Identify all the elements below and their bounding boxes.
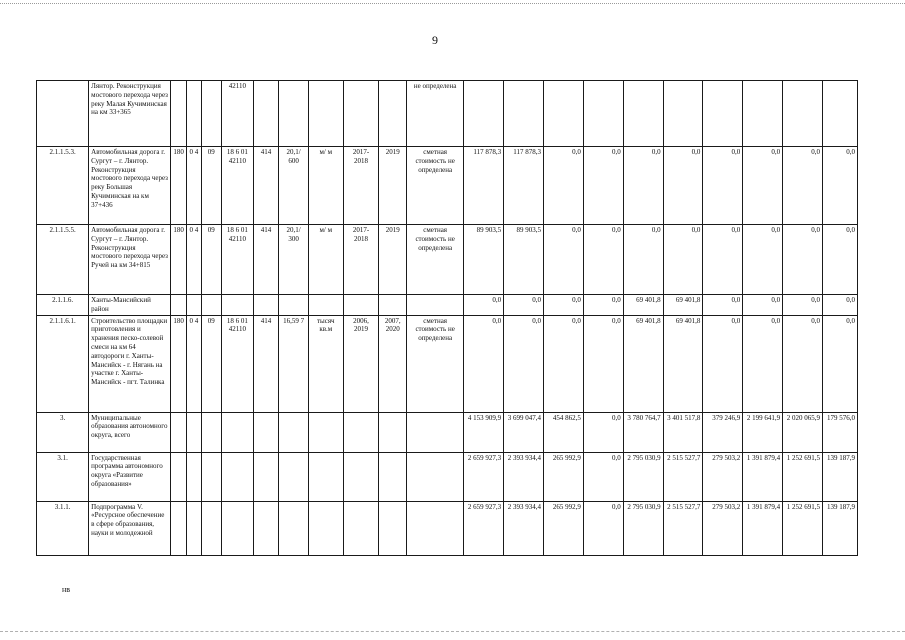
commissioning-year-cell: 2007, 2020 bbox=[379, 315, 407, 412]
unit-cell: м/ м bbox=[308, 147, 343, 225]
table-row bbox=[37, 501, 858, 555]
grbs-code-cell: 180 bbox=[170, 225, 186, 295]
unit-cell: тысяч кв.м bbox=[308, 315, 343, 412]
investment-table bbox=[36, 80, 858, 556]
section-code-cell: 0 4 bbox=[187, 225, 201, 295]
object-name-cell: Строительство площадки приготовления и хранения песко-солевой смеси на км 64 автодороги г. Ханты-Мансийск - г. Нягань на участке г. Ханты-Мансийск - пгт. Талинка bbox=[89, 315, 171, 412]
value-cell: 0,0 bbox=[583, 295, 623, 316]
scan-edge-bottom bbox=[0, 631, 905, 635]
value-cell: 0,0 bbox=[504, 295, 544, 316]
value-cell: 0,0 bbox=[583, 501, 623, 555]
value-cell: 2 515 527,7 bbox=[663, 501, 703, 555]
section-code-cell bbox=[187, 295, 201, 316]
value-cell: 2 020 065,9 bbox=[783, 412, 823, 452]
commissioning-year-cell: 2019 bbox=[379, 225, 407, 295]
table-row bbox=[37, 452, 858, 501]
estimated-cost-cell bbox=[407, 501, 464, 555]
value-cell: 2 393 934,4 bbox=[504, 501, 544, 555]
table-body bbox=[37, 81, 858, 556]
value-cell bbox=[464, 81, 504, 147]
capacity-cell bbox=[279, 501, 309, 555]
value-cell: 0,0 bbox=[783, 225, 823, 295]
value-cell: 0,0 bbox=[464, 315, 504, 412]
value-cell: 2 515 527,7 bbox=[663, 452, 703, 501]
target-article-cell bbox=[222, 452, 254, 501]
estimated-cost-cell bbox=[407, 295, 464, 316]
value-cell: 89 903,5 bbox=[464, 225, 504, 295]
table-row bbox=[37, 81, 858, 147]
unit-cell bbox=[308, 412, 343, 452]
subsection-code-cell bbox=[201, 501, 221, 555]
commissioning-year-cell bbox=[379, 452, 407, 501]
subsection-code-cell: 09 bbox=[201, 225, 221, 295]
value-cell: 2 199 641,9 bbox=[743, 412, 783, 452]
subsection-code-cell bbox=[201, 81, 221, 147]
unit-cell: м/ м bbox=[308, 225, 343, 295]
expense-type-cell bbox=[253, 452, 279, 501]
value-cell bbox=[703, 81, 743, 147]
value-cell: 1 391 879,4 bbox=[743, 501, 783, 555]
value-cell: 0,0 bbox=[823, 225, 858, 295]
value-cell: 0,0 bbox=[543, 225, 583, 295]
construction-period-cell bbox=[343, 295, 379, 316]
value-cell: 0,0 bbox=[823, 147, 858, 225]
row-number-cell: 2.1.1.6. bbox=[37, 295, 89, 316]
value-cell: 0,0 bbox=[504, 315, 544, 412]
value-cell: 0,0 bbox=[583, 315, 623, 412]
value-cell: 0,0 bbox=[743, 225, 783, 295]
value-cell: 0,0 bbox=[743, 315, 783, 412]
section-code-cell: 0 4 bbox=[187, 147, 201, 225]
row-number-cell: 2.1.1.5.5. bbox=[37, 225, 89, 295]
value-cell: 0,0 bbox=[583, 225, 623, 295]
grbs-code-cell bbox=[170, 412, 186, 452]
capacity-cell: 20,1/ 600 bbox=[279, 147, 309, 225]
capacity-cell: 16,59 7 bbox=[279, 315, 309, 412]
value-cell: 3 780 764,7 bbox=[623, 412, 663, 452]
footer-mark: нв bbox=[62, 585, 71, 594]
value-cell: 0,0 bbox=[783, 295, 823, 316]
row-number-cell: 3. bbox=[37, 412, 89, 452]
value-cell: 279 503,2 bbox=[703, 501, 743, 555]
value-cell: 0,0 bbox=[703, 147, 743, 225]
target-article-cell: 18 6 01 42110 bbox=[222, 225, 254, 295]
construction-period-cell bbox=[343, 452, 379, 501]
value-cell: 379 246,9 bbox=[703, 412, 743, 452]
commissioning-year-cell bbox=[379, 81, 407, 147]
value-cell: 3 401 517,8 bbox=[663, 412, 703, 452]
value-cell: 89 903,5 bbox=[504, 225, 544, 295]
table-row bbox=[37, 225, 858, 295]
construction-period-cell: 2006, 2019 bbox=[343, 315, 379, 412]
subsection-code-cell bbox=[201, 452, 221, 501]
object-name-cell: Муниципальные образования автономного округа, всего bbox=[89, 412, 171, 452]
expense-type-cell: 414 bbox=[253, 315, 279, 412]
value-cell bbox=[623, 81, 663, 147]
value-cell: 2 795 030,9 bbox=[623, 501, 663, 555]
grbs-code-cell bbox=[170, 501, 186, 555]
unit-cell bbox=[308, 81, 343, 147]
value-cell: 0,0 bbox=[663, 225, 703, 295]
object-name-cell: Автомобильная дорога г. Сургут – г. Лянтор. Реконструкция мостового перехода через реку Большая Кучиминская на км 37+436 bbox=[89, 147, 171, 225]
grbs-code-cell bbox=[170, 452, 186, 501]
section-code-cell: 0 4 bbox=[187, 315, 201, 412]
value-cell: 0,0 bbox=[703, 315, 743, 412]
section-code-cell bbox=[187, 501, 201, 555]
object-name-cell: Автомобильная дорога г. Сургут – г. Лянтор. Реконструкция мостового перехода через Ручей на км 34+815 bbox=[89, 225, 171, 295]
value-cell: 265 992,9 bbox=[543, 452, 583, 501]
value-cell: 139 187,9 bbox=[823, 452, 858, 501]
estimated-cost-cell: сметная стоимость не определена bbox=[407, 147, 464, 225]
value-cell: 179 576,0 bbox=[823, 412, 858, 452]
grbs-code-cell: 180 bbox=[170, 315, 186, 412]
commissioning-year-cell bbox=[379, 412, 407, 452]
expense-type-cell bbox=[253, 81, 279, 147]
table-row bbox=[37, 147, 858, 225]
estimated-cost-cell: сметная стоимость не определена bbox=[407, 315, 464, 412]
value-cell bbox=[504, 81, 544, 147]
target-article-cell bbox=[222, 501, 254, 555]
construction-period-cell bbox=[343, 81, 379, 147]
object-name-cell: Лянтор. Реконструкция мостового перехода через реку Малая Кучиминская на км 33+365 bbox=[89, 81, 171, 147]
capacity-cell bbox=[279, 452, 309, 501]
value-cell: 0,0 bbox=[743, 147, 783, 225]
value-cell: 2 659 927,3 bbox=[464, 501, 504, 555]
value-cell: 117 878,3 bbox=[504, 147, 544, 225]
row-number-cell bbox=[37, 81, 89, 147]
value-cell: 69 401,8 bbox=[663, 315, 703, 412]
value-cell: 69 401,8 bbox=[623, 295, 663, 316]
table-row bbox=[37, 412, 858, 452]
row-number-cell: 3.1.1. bbox=[37, 501, 89, 555]
value-cell: 0,0 bbox=[543, 147, 583, 225]
estimated-cost-cell: не определена bbox=[407, 81, 464, 147]
commissioning-year-cell: 2019 bbox=[379, 147, 407, 225]
value-cell: 0,0 bbox=[583, 412, 623, 452]
value-cell: 0,0 bbox=[623, 225, 663, 295]
table-row bbox=[37, 315, 858, 412]
construction-period-cell: 2017- 2018 bbox=[343, 147, 379, 225]
capacity-cell: 20,1/ 300 bbox=[279, 225, 309, 295]
value-cell: 0,0 bbox=[543, 315, 583, 412]
target-article-cell bbox=[222, 295, 254, 316]
value-cell: 0,0 bbox=[464, 295, 504, 316]
capacity-cell bbox=[279, 81, 309, 147]
value-cell: 0,0 bbox=[703, 225, 743, 295]
expense-type-cell bbox=[253, 295, 279, 316]
estimated-cost-cell bbox=[407, 452, 464, 501]
expense-type-cell: 414 bbox=[253, 147, 279, 225]
capacity-cell bbox=[279, 412, 309, 452]
value-cell: 1 252 691,5 bbox=[783, 452, 823, 501]
row-number-cell: 3.1. bbox=[37, 452, 89, 501]
value-cell: 1 391 879,4 bbox=[743, 452, 783, 501]
value-cell: 0,0 bbox=[663, 147, 703, 225]
estimated-cost-cell: сметная стоимость не определена bbox=[407, 225, 464, 295]
value-cell: 4 153 909,9 bbox=[464, 412, 504, 452]
value-cell: 69 401,8 bbox=[663, 295, 703, 316]
target-article-cell: 18 6 01 42110 bbox=[222, 315, 254, 412]
table-row bbox=[37, 295, 858, 316]
expense-type-cell bbox=[253, 501, 279, 555]
construction-period-cell: 2017- 2018 bbox=[343, 225, 379, 295]
value-cell bbox=[743, 81, 783, 147]
value-cell bbox=[543, 81, 583, 147]
subsection-code-cell: 09 bbox=[201, 147, 221, 225]
unit-cell bbox=[308, 452, 343, 501]
subsection-code-cell: 09 bbox=[201, 315, 221, 412]
commissioning-year-cell bbox=[379, 501, 407, 555]
value-cell: 139 187,9 bbox=[823, 501, 858, 555]
unit-cell bbox=[308, 501, 343, 555]
value-cell: 0,0 bbox=[543, 295, 583, 316]
value-cell: 0,0 bbox=[783, 147, 823, 225]
grbs-code-cell bbox=[170, 295, 186, 316]
page-number: 9 bbox=[432, 33, 438, 47]
subsection-code-cell bbox=[201, 412, 221, 452]
row-number-cell: 2.1.1.5.3. bbox=[37, 147, 89, 225]
capacity-cell bbox=[279, 295, 309, 316]
grbs-code-cell bbox=[170, 81, 186, 147]
value-cell: 3 699 047,4 bbox=[504, 412, 544, 452]
value-cell: 69 401,8 bbox=[623, 315, 663, 412]
estimated-cost-cell bbox=[407, 412, 464, 452]
grbs-code-cell: 180 bbox=[170, 147, 186, 225]
section-code-cell bbox=[187, 452, 201, 501]
value-cell: 0,0 bbox=[583, 452, 623, 501]
value-cell: 0,0 bbox=[823, 315, 858, 412]
value-cell: 454 862,5 bbox=[543, 412, 583, 452]
value-cell: 279 503,2 bbox=[703, 452, 743, 501]
subsection-code-cell bbox=[201, 295, 221, 316]
object-name-cell: Государственная программа автономного округа «Развитие образования» bbox=[89, 452, 171, 501]
value-cell: 0,0 bbox=[583, 147, 623, 225]
section-code-cell bbox=[187, 81, 201, 147]
value-cell: 0,0 bbox=[623, 147, 663, 225]
target-article-cell: 42110 bbox=[222, 81, 254, 147]
expense-type-cell: 414 bbox=[253, 225, 279, 295]
value-cell: 265 992,9 bbox=[543, 501, 583, 555]
value-cell: 0,0 bbox=[703, 295, 743, 316]
row-number-cell: 2.1.1.6.1. bbox=[37, 315, 89, 412]
construction-period-cell bbox=[343, 501, 379, 555]
construction-period-cell bbox=[343, 412, 379, 452]
scan-edge-top bbox=[0, 0, 905, 4]
value-cell bbox=[663, 81, 703, 147]
value-cell: 0,0 bbox=[823, 295, 858, 316]
commissioning-year-cell bbox=[379, 295, 407, 316]
object-name-cell: Ханты-Мансийский район bbox=[89, 295, 171, 316]
value-cell: 2 659 927,3 bbox=[464, 452, 504, 501]
value-cell: 2 795 030,9 bbox=[623, 452, 663, 501]
target-article-cell bbox=[222, 412, 254, 452]
value-cell bbox=[583, 81, 623, 147]
expense-type-cell bbox=[253, 412, 279, 452]
object-name-cell: Подпрограмма V. «Ресурсное обеспечение в сфере образования, науки и молодежной bbox=[89, 501, 171, 555]
value-cell: 0,0 bbox=[783, 315, 823, 412]
value-cell bbox=[783, 81, 823, 147]
section-code-cell bbox=[187, 412, 201, 452]
target-article-cell: 18 6 01 42110 bbox=[222, 147, 254, 225]
unit-cell bbox=[308, 295, 343, 316]
value-cell: 0,0 bbox=[743, 295, 783, 316]
value-cell: 2 393 934,4 bbox=[504, 452, 544, 501]
value-cell: 1 252 691,5 bbox=[783, 501, 823, 555]
value-cell bbox=[823, 81, 858, 147]
value-cell: 117 878,3 bbox=[464, 147, 504, 225]
